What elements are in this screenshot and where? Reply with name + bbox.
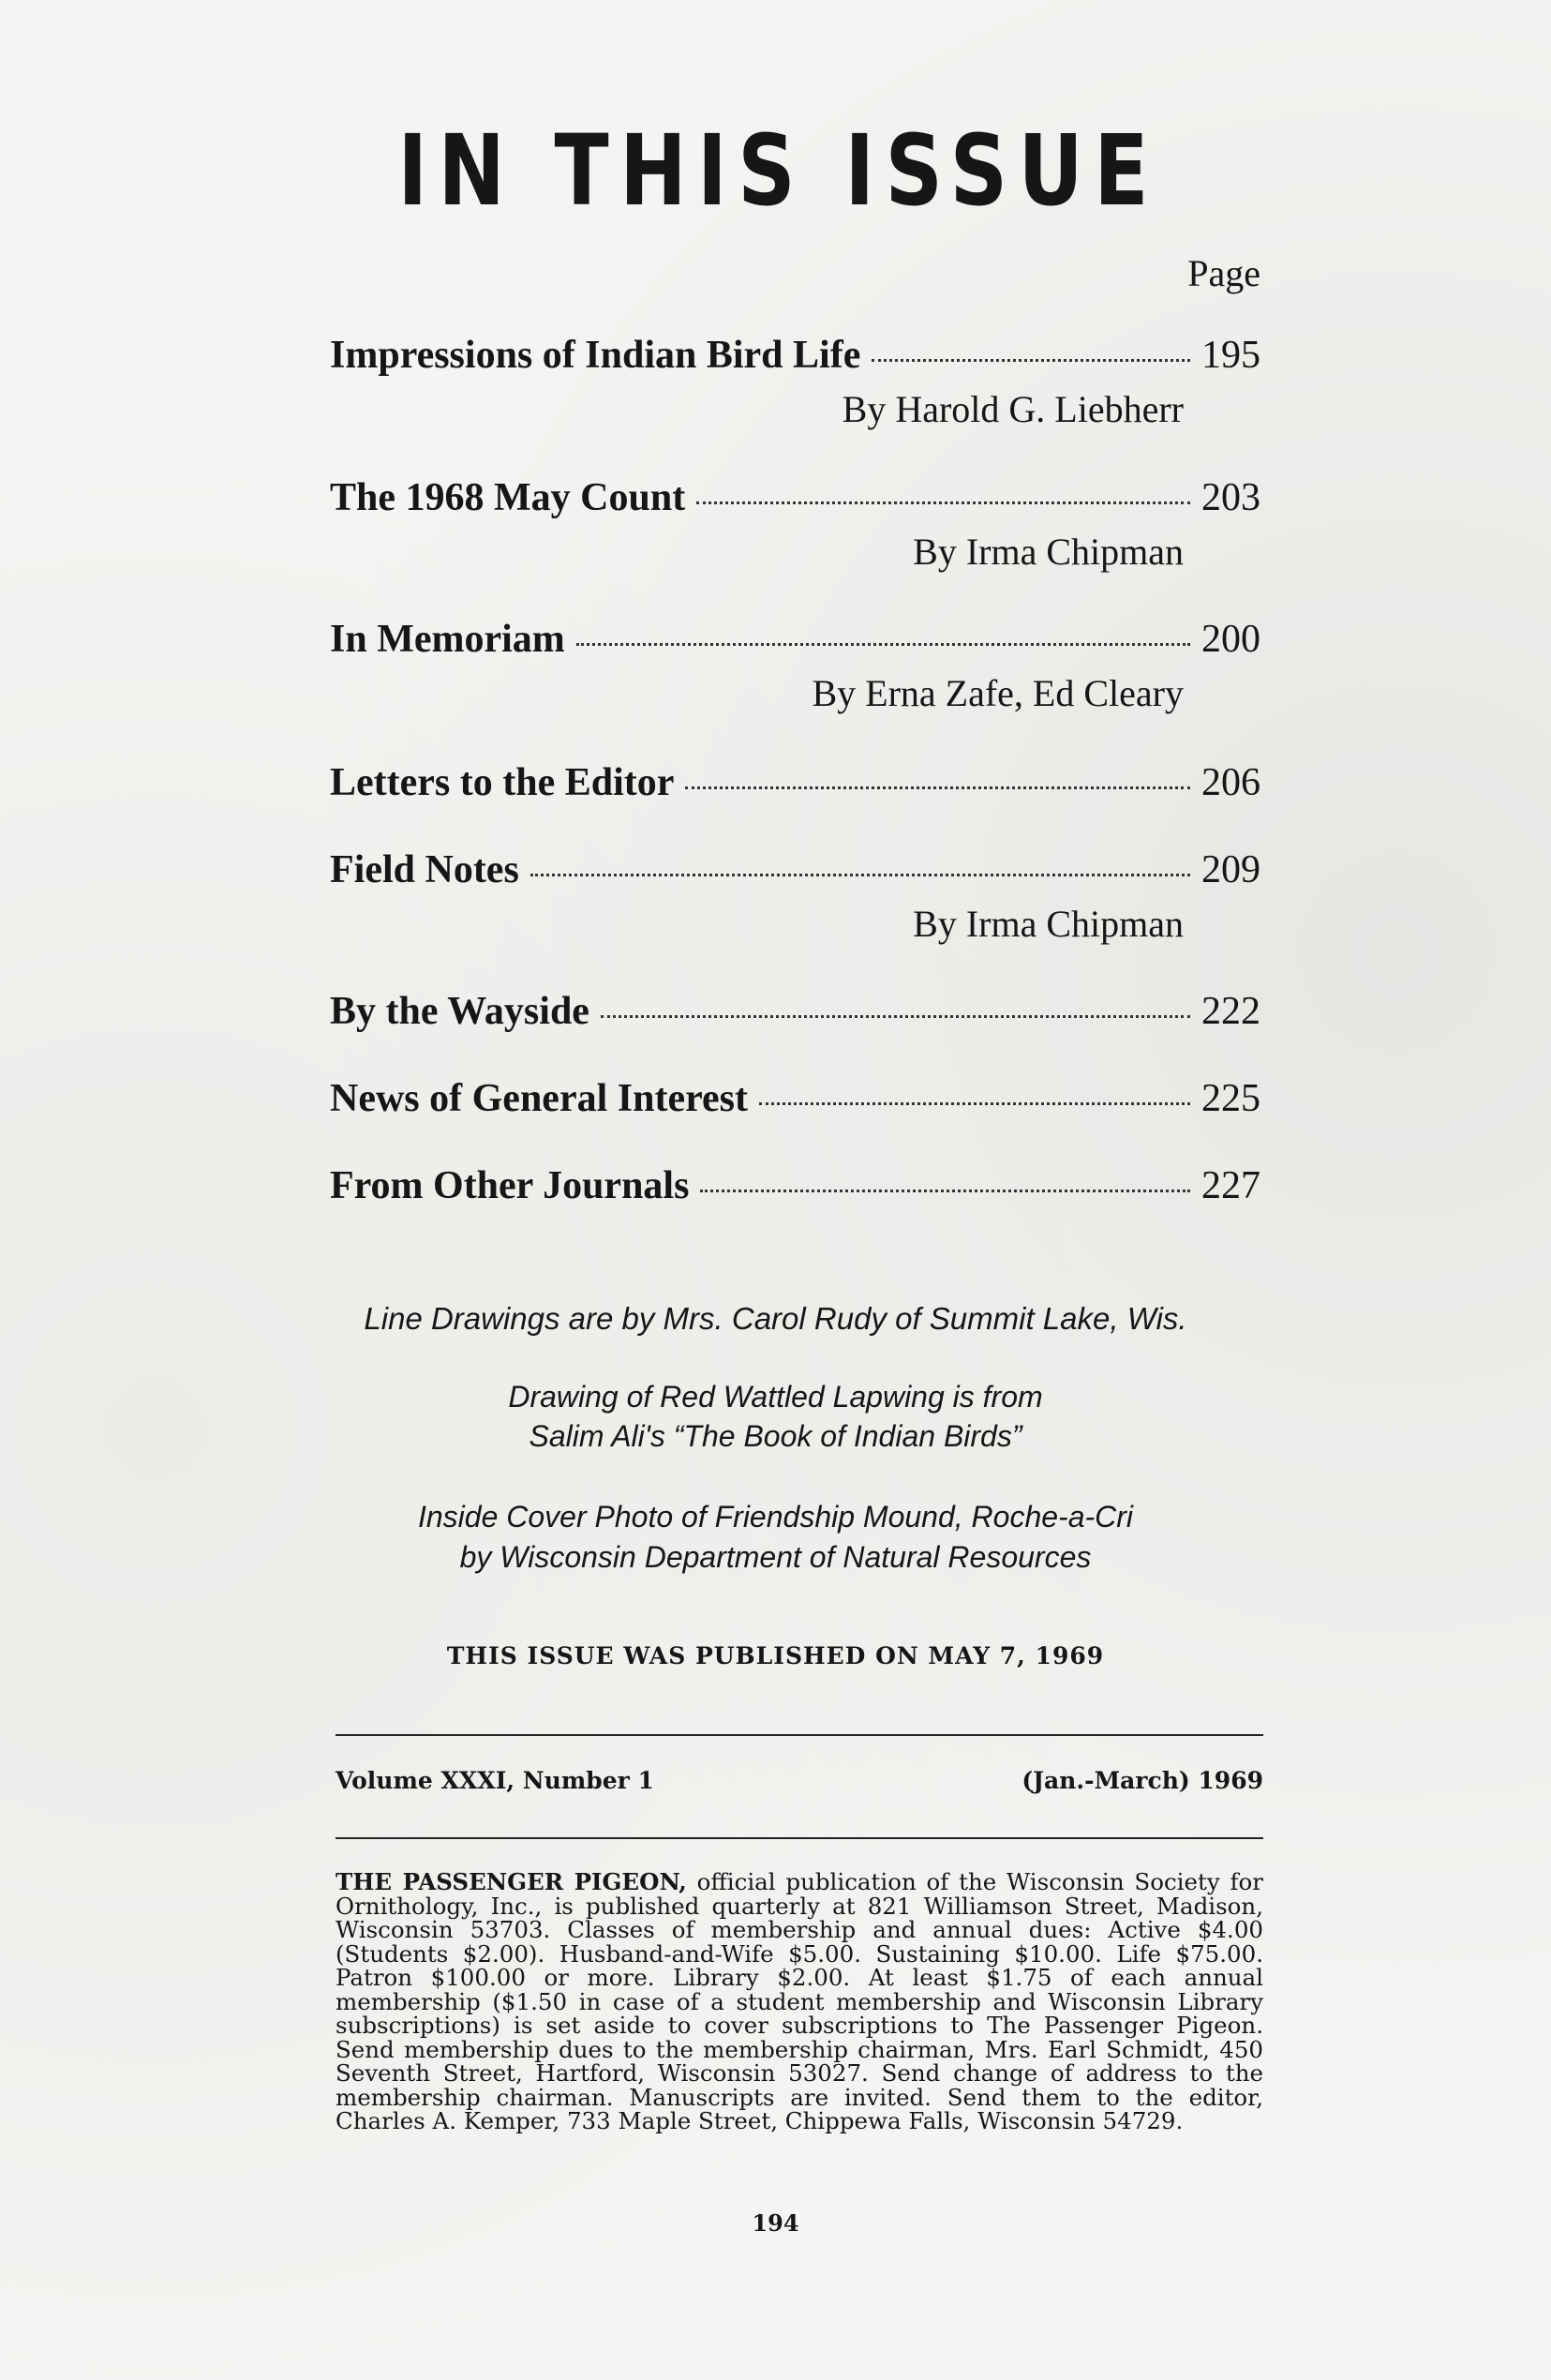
toc-entry[interactable]: [330, 760, 1260, 805]
dot-leader: [530, 874, 1190, 876]
toc-entry-title: Field Notes: [330, 848, 519, 891]
dot-leader: [696, 501, 1190, 504]
toc-entry[interactable]: [330, 475, 1260, 574]
toc-entry-page: 206: [1201, 761, 1260, 804]
toc-entry-title: Letters to the Editor: [330, 761, 675, 804]
toc-entry[interactable]: [330, 333, 1260, 431]
toc-entry-page: 209: [1201, 848, 1260, 891]
cover-photo-credit: by Wisconsin Department of Natural Resources: [459, 1540, 1092, 1574]
page-title: IN THIS ISSUE: [397, 113, 1159, 228]
toc-entry-page: 222: [1201, 990, 1260, 1033]
toc-entry[interactable]: [330, 847, 1260, 946]
divider: [336, 1837, 1263, 1839]
divider: [336, 1734, 1263, 1736]
line-drawings-credit: Line Drawings are by Mrs. Carol Rudy of Summit Lake, Wis.: [364, 1301, 1187, 1336]
page-column-header: Page: [1187, 252, 1260, 294]
toc-entry-page: 203: [1201, 476, 1260, 519]
dot-leader: [700, 1190, 1190, 1192]
toc-entry[interactable]: [330, 1076, 1260, 1121]
toc-entry[interactable]: [330, 989, 1260, 1034]
toc-entry[interactable]: [330, 617, 1260, 715]
toc-entry-page: 227: [1201, 1164, 1260, 1207]
drawing-source-credit: Salim Ali's “The Book of Indian Birds”: [529, 1419, 1022, 1453]
publication-date-note: THIS ISSUE WAS PUBLISHED ON MAY 7, 1969: [446, 1642, 1105, 1669]
toc-entry-page: 200: [1201, 618, 1260, 661]
toc-entry-author: By Irma Chipman: [913, 531, 1184, 573]
toc-entry[interactable]: [330, 1163, 1260, 1208]
toc-entry-author: By Irma Chipman: [913, 903, 1184, 945]
cover-photo-credit: Inside Cover Photo of Friendship Mound, Roche-a-Cri: [417, 1500, 1134, 1534]
toc-entry-title: In Memoriam: [330, 618, 565, 661]
toc-entry-title: The 1968 May Count: [330, 476, 686, 519]
masthead-paragraph: [336, 1870, 1263, 2133]
toc-entry-author: By Harold G. Liebherr: [842, 388, 1184, 430]
drawing-source-credit: Drawing of Red Wattled Lapwing is from: [508, 1380, 1043, 1414]
dot-leader: [685, 786, 1190, 789]
toc-entry-author: By Erna Zafe, Ed Cleary: [812, 672, 1184, 714]
dot-leader: [872, 359, 1190, 362]
toc-entry-title: News of General Interest: [330, 1077, 748, 1120]
dot-leader: [576, 643, 1190, 646]
toc-entry-title: By the Wayside: [330, 990, 589, 1033]
volume-line: [336, 1767, 1263, 1794]
masthead-text: official publication of the Wisconsin Society for Ornithology, Inc., is published quarterly at 821 Williamson Street, Madison, Wisconsin 53703. Classes of membership and annual dues: Active $4.00 (Students $2.00). Husband-and-Wife $5.00. Sustaining $10.00. Life $75.00. Patron $100.00 or more. Library $2.00. At least $1.75 of each annual membership ($1.50 in case of a student membership and Wisconsin Library subscriptions) is set aside to cover subscriptions to The Passenger Pigeon. Send membership dues to the membership chairman, Mrs. Earl Schmidt, 450 Seventh Street, Hartford, Wisconsin 53027. Send change of address to the membership chairman. Manuscripts are invited. Send them to the editor, Charles A. Kemper, 733 Maple Street, Chippewa Falls, Wisconsin 54729.: [336, 1868, 1263, 2134]
dot-leader: [601, 1015, 1190, 1018]
toc-entry-title: From Other Journals: [330, 1164, 690, 1207]
toc-entry-page: 195: [1201, 334, 1260, 377]
dot-leader: [759, 1102, 1190, 1105]
volume-number: Volume XXXI, Number 1: [336, 1767, 654, 1794]
page-number: 194: [752, 2209, 799, 2237]
publication-name: THE PASSENGER PIGEON,: [336, 1868, 687, 1895]
toc-entry-page: 225: [1201, 1077, 1260, 1120]
toc-entry-title: Impressions of Indian Bird Life: [330, 334, 861, 377]
volume-period: (Jan.-March) 1969: [1022, 1767, 1263, 1794]
